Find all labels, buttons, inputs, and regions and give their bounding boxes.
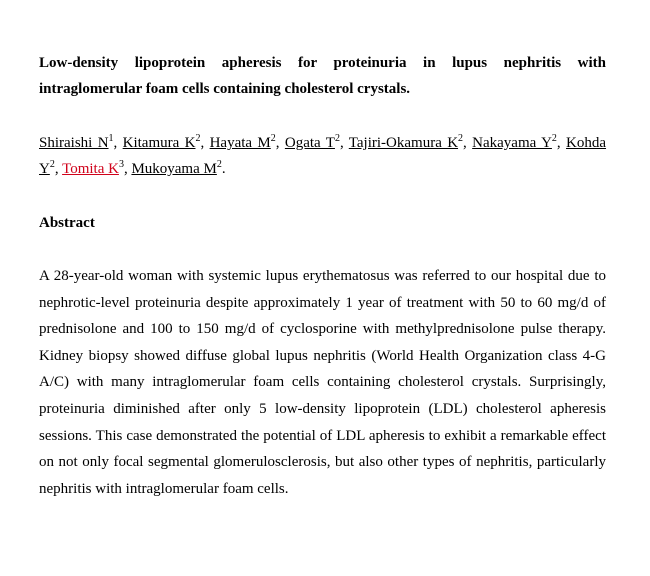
author-entry [210, 135, 285, 151]
author-affiliation: 2 [195, 133, 201, 144]
author-separator: , [113, 135, 123, 151]
author-separator: , [339, 135, 349, 151]
author-affiliation: 2 [334, 133, 340, 144]
author-separator: , [54, 161, 63, 177]
author-name[interactable]: Mukoyama M [131, 161, 217, 177]
author-separator: , [200, 135, 210, 151]
author-separator: , [123, 161, 132, 177]
author-separator: , [275, 135, 285, 151]
author-entry [131, 161, 225, 177]
author-separator: , [463, 135, 473, 151]
paper-title: Low-density lipoprotein apheresis for proteinuria in lupus nephritis with intraglomerular foam cells containing cholesterol crystals. [39, 55, 606, 97]
abstract-text: A 28-year-old woman with systemic lupus erythematosus was referred to our hospital due to nephrotic-level proteinuria despite approximately 1 year of treatment with 50 to 60 mg/d of prednisolone and 100 to 150 mg/d of cyclosporine with methylprednisolone pulse therapy. Kidney biopsy showed diffuse global lupus nephritis (World Health Organization class 4-G A/C) with many intraglomerular foam cells containing cholesterol crystals. Surprisingly, proteinuria diminished after only 5 low-density lipoprotein (LDL) cholesterol apheresis sessions. This case demonstrated the potential of LDL apheresis to exhibit a remarkable effect on not only focal segmental glomerulosclerosis, but also other types of nephritis, particularly nephritis with intraglomerular foam cells. [39, 268, 606, 497]
author-affiliation: 2 [458, 133, 464, 144]
author-affiliation: 2 [49, 159, 55, 170]
author-entry [39, 135, 123, 151]
author-affiliation: 1 [108, 133, 114, 144]
author-name[interactable]: Ogata T [284, 135, 335, 151]
author-entry [349, 135, 472, 151]
author-name[interactable]: Kohda Y [39, 135, 607, 177]
author-affiliation: 3 [118, 159, 124, 170]
author-separator: , [556, 135, 567, 151]
author-entry [123, 135, 210, 151]
author-name[interactable]: Nakayama Y [472, 135, 552, 151]
author-name[interactable]: Shiraishi N [39, 135, 109, 151]
paper-page [39, 50, 606, 517]
author-affiliation: 2 [216, 159, 222, 170]
abstract-heading: Abstract [39, 215, 95, 231]
author-entry [472, 135, 566, 151]
author-list [39, 130, 606, 182]
author-name[interactable]: Tajiri-Okamura K [348, 135, 459, 151]
author-affiliation: 2 [270, 133, 276, 144]
author-name-highlighted[interactable]: Tomita K [62, 161, 119, 177]
author-separator: . [221, 161, 226, 177]
author-entry-highlighted [62, 161, 131, 177]
author-name[interactable]: Kitamura K [122, 135, 196, 151]
author-entry [285, 135, 349, 151]
author-affiliation: 2 [551, 133, 557, 144]
author-name[interactable]: Hayata M [209, 135, 271, 151]
